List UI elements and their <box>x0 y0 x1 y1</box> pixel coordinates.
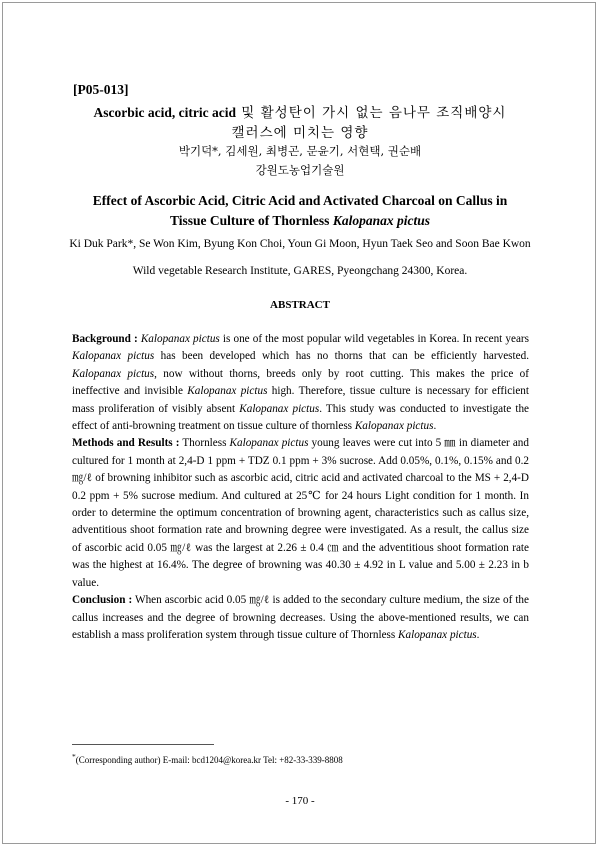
abstract-heading: ABSTRACT <box>270 299 330 311</box>
species-name: Kalopanax pictus <box>72 350 155 363</box>
background-text: . <box>433 420 437 433</box>
paper-code: [P05-013] <box>73 82 129 97</box>
methods-text: Thornless <box>179 437 230 450</box>
korean-title-line1 <box>60 101 540 121</box>
background-text: has been developed which has no thorns that can be efficiently harvested. <box>154 350 530 363</box>
conclusion-text: When ascorbic acid 0.05 ㎎/ℓ is added to the secondary culture medium, the size of the callus increases and the degree of browning decreases. Using the above-mentioned results, we can establish a mass proliferation system through tissue culture of Thornless <box>72 594 529 641</box>
background-text: , now without thorns, breeds only by root cutting. This makes the price of ineffective and invisible <box>72 367 529 398</box>
species-name: Kalopanax pictus <box>239 402 320 415</box>
footnote-text: (Corresponding author) E-mail: bcd1204@korea.kr Tel: +82-33-339-8808 <box>75 755 343 765</box>
footnote-mark: * <box>72 752 76 761</box>
conclusion-label: Conclusion : <box>72 594 133 607</box>
methods-text: young leaves were cut into 5 ㎜ in diameter and cultured for 1 month at 2,4-D 1 ppm + TDZ 0.1 ppm + 3% sucrose. Add 0.05%, 0.1%, 0.15% and 0.2 ㎎/ℓ of browning inhibitor such as ascorbic acid, citric acid and activated charcoal to the MS + 2,4-D 0.2 ppm + 5% sucrose medium. And cultured at 25℃ for 24 hours Light condition for 1 month. In order to determine the optimum concentration of browning agent, characteristics such as callus size, adventitious shoot formation rate and browning degree were investigated. As a result, the callus size of ascorbic acid 0.05 ㎎/ℓ was the largest at 2.26 ± 0.4 ㎝ and the adventitious shoot formation rate was the highest at 16.4%. The degree of browning was 40.30 ± 4.92 in L value and 5.00 ± 2.23 in b value. <box>72 437 529 589</box>
methods-label: Methods and Results : <box>72 437 180 450</box>
species-name: Kalopanax pictus <box>354 420 434 433</box>
english-institute: Wild vegetable Research Institute, GARES, Pyeongchang 24300, Korea. <box>132 265 468 277</box>
background-label: Background : <box>72 333 138 345</box>
korean-title-line2: 캘러스에 미치는 영향 <box>231 125 369 141</box>
methods-paragraph <box>72 435 529 592</box>
page-number: - 170 - <box>285 795 315 807</box>
background-paragraph <box>72 331 529 435</box>
abstract-body <box>72 331 529 644</box>
species-name: Kalopanax pictus <box>398 628 477 641</box>
background-text: is one of the most popular wild vegetables in Korea. In recent years <box>219 333 530 345</box>
english-title-line2 <box>60 213 540 229</box>
korean-title-bold: Ascorbic acid, citric acid <box>93 105 236 120</box>
footnote <box>72 752 343 765</box>
korean-title-rest: 및 활성탄이 가시 없는 음나무 조직배양시 <box>236 105 507 121</box>
species-name: Kalopanax pictus <box>72 367 155 380</box>
background-text: high. Therefore, tissue culture is necessary for efficient mass proliferation of visibly absent <box>72 385 529 415</box>
species-name: Kalopanax pictus <box>187 385 268 398</box>
english-title-line1: Effect of Ascorbic Acid, Citric Acid and Activated Charcoal on Callus in <box>92 193 508 208</box>
korean-authors: 박기덕*, 김세원, 최병곤, 문윤기, 서현택, 권순배 <box>178 144 422 158</box>
conclusion-paragraph <box>72 592 529 644</box>
english-title-species: Kalopanax pictus <box>332 213 430 228</box>
english-authors: Ki Duk Park*, Se Won Kim, Byung Kon Choi, Youn Gi Moon, Hyun Taek Seo and Soon Bae Kwon <box>69 238 531 250</box>
footnote-rule <box>72 744 214 745</box>
species-name: Kalopanax pictus <box>229 437 309 450</box>
korean-institute: 강원도농업기술원 <box>255 163 345 177</box>
conclusion-text: . <box>476 628 480 641</box>
background-text: . This study was conducted to investigate the effect of anti-browning treatment on tissue culture of thornless <box>72 402 530 433</box>
species-name: Kalopanax pictus <box>140 333 220 345</box>
english-title-plain: Tissue Culture of Thornless <box>170 213 333 228</box>
